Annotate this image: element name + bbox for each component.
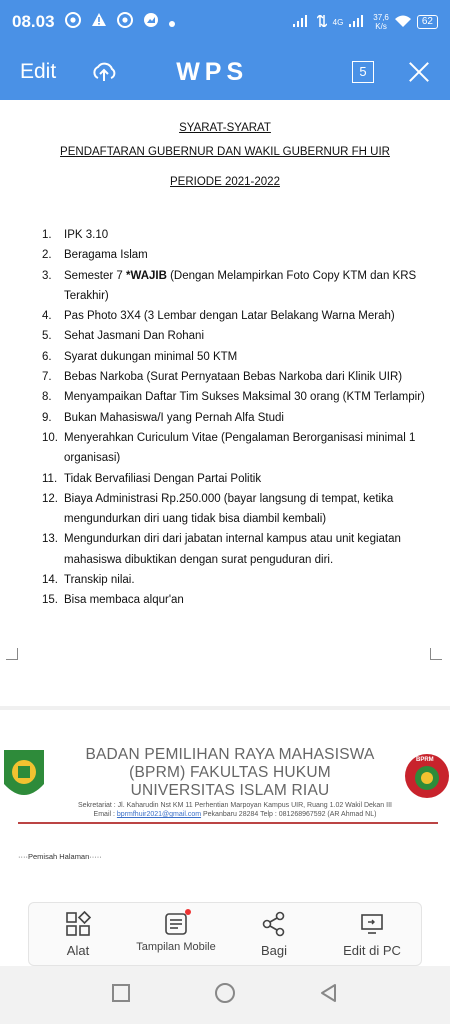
requirement-item xyxy=(42,570,432,590)
mobile-view-label: Tampilan Mobile xyxy=(136,941,216,953)
grid-icon xyxy=(65,911,91,937)
requirement-text: Menyerahkan Curiculum Vitae (Pengalaman Berorganisasi minimal 1 organisasi) xyxy=(64,431,416,465)
wifi-icon xyxy=(395,15,411,30)
share-icon xyxy=(261,911,287,937)
requirement-item xyxy=(42,367,432,387)
requirement-number: 11. xyxy=(42,472,58,485)
requirement-item xyxy=(42,326,432,346)
data-arrows-icon xyxy=(317,15,327,30)
wps-logo: WPS xyxy=(176,57,249,86)
requirement-text: Bukan Mahasiswa/I yang Pernah Alfa Studi xyxy=(64,411,284,424)
back-button-icon[interactable] xyxy=(319,983,339,1008)
bottom-action-panel xyxy=(28,902,422,966)
more-notifications-dot xyxy=(169,14,175,31)
letterhead-contact xyxy=(40,811,430,818)
requirement-text: Tidak Bervafiliasi Dengan Partai Politik xyxy=(64,472,262,485)
requirement-number: 5. xyxy=(42,330,52,343)
chrome-icon-2 xyxy=(117,12,133,32)
requirement-item xyxy=(42,347,432,367)
requirement-item xyxy=(42,387,432,407)
letterhead xyxy=(0,740,450,830)
requirement-number: 4. xyxy=(42,310,52,323)
signal-icon xyxy=(293,15,311,30)
document-page xyxy=(0,100,450,690)
requirement-item xyxy=(42,225,432,245)
page-separator xyxy=(0,706,450,710)
page-break-marker: ····Pemisah Halaman····· xyxy=(18,852,102,861)
requirement-item xyxy=(42,408,432,428)
recents-button-icon[interactable] xyxy=(111,983,131,1008)
app-toolbar xyxy=(0,44,450,100)
letterhead-address: Sekretariat : Jl. Kaharudin Nst KM 11 Perhentian Marpoyan Kampus UIR, Ruang 1.02 Wakil Dekan III xyxy=(78,802,392,809)
fh-uir-logo xyxy=(0,746,48,806)
requirement-text: Bisa membaca alqur'an xyxy=(64,594,184,607)
requirement-text: Bebas Narkoba (Surat Pernyataan Bebas Narkoba dari Klinik UIR) xyxy=(64,371,403,384)
requirement-number: 10. xyxy=(42,431,58,444)
requirement-item xyxy=(42,590,432,610)
requirement-item xyxy=(42,306,432,326)
page-count-button[interactable]: 5 xyxy=(352,61,374,83)
cloud-upload-icon[interactable] xyxy=(90,58,118,86)
system-nav-bar xyxy=(0,966,450,1024)
email-label: Email : xyxy=(93,811,115,818)
requirement-number: 14. xyxy=(42,574,58,587)
requirement-text: Beragama Islam xyxy=(64,249,148,262)
doc-title-1: SYARAT-SYARAT xyxy=(179,122,271,134)
requirement-item xyxy=(42,245,432,265)
requirement-text: IPK 3.10 xyxy=(64,229,109,241)
requirement-item xyxy=(42,489,432,530)
page-corner-right xyxy=(430,648,442,660)
requirement-text: Transkip nilai. xyxy=(64,574,135,587)
requirement-item xyxy=(42,266,432,307)
edit-on-pc-label: Edit di PC xyxy=(343,943,401,958)
requirement-number: 9. xyxy=(42,411,52,424)
home-button-icon[interactable] xyxy=(214,982,236,1009)
notification-icons xyxy=(65,12,175,32)
requirement-number: 15. xyxy=(42,594,58,607)
requirement-text: Semester 7 *WAJIB (Dengan Melampirkan Foto Copy KTM dan KRS Terakhir) xyxy=(64,269,417,302)
requirement-number: 3. xyxy=(42,269,52,282)
requirement-text: Menyampaikan Daftar Tim Sukses Maksimal 30 orang (KTM Terlampir) xyxy=(64,391,425,404)
status-time: 08.03 xyxy=(12,12,55,31)
requirement-text: Mengundurkan diri dari jabatan internal kampus atau unit kegiatan mahasiswa dibuktikan dengan surat penguduran diri. xyxy=(64,533,401,566)
page-corner-left xyxy=(6,648,18,660)
signal-icon-2 xyxy=(349,15,367,30)
tools-label: Alat xyxy=(66,943,90,958)
requirement-number: 7. xyxy=(42,371,52,384)
status-bar xyxy=(0,0,450,44)
bprm-badge-text: BPRM xyxy=(416,757,434,763)
warning-icon xyxy=(91,12,107,32)
edit-button[interactable]: Edit xyxy=(20,60,57,83)
requirement-number: 1. xyxy=(42,229,52,241)
mobile-view-icon xyxy=(163,911,189,937)
page-break-label: Pemisah Halaman xyxy=(28,852,90,861)
share-label: Bagi xyxy=(260,943,288,958)
contact-info: Pekanbaru 28284 Telp : 081268967592 (AR Ahmad NL) xyxy=(203,811,377,818)
network-speed: 37,6 K/s xyxy=(373,13,389,31)
requirement-item xyxy=(42,428,432,469)
battery-level: 62 xyxy=(417,15,438,29)
doc-title-3: PERIODE 2021-2022 xyxy=(170,176,280,188)
close-icon[interactable] xyxy=(408,61,430,83)
bprm-logo xyxy=(404,744,450,808)
status-right xyxy=(293,13,438,31)
network-type: 4G xyxy=(332,17,344,27)
requirement-number: 6. xyxy=(42,350,52,363)
doc-title-2: PENDAFTARAN GUBERNUR DAN WAKIL GUBERNUR FH UIR xyxy=(60,146,390,158)
requirement-text: Biaya Administrasi Rp.250.000 (bayar langsung di tempat, ketika mengundurkan diri uang tidak bisa diambil kembali) xyxy=(64,492,394,526)
requirement-text: Sehat Jasmani Dan Rohani xyxy=(64,330,204,343)
gallery-icon xyxy=(143,12,159,32)
requirement-item xyxy=(42,529,432,570)
letterhead-rule xyxy=(18,822,438,824)
requirement-item xyxy=(42,469,432,489)
share-button[interactable] xyxy=(225,903,323,965)
requirement-number: 12. xyxy=(42,492,58,505)
requirement-text: Pas Photo 3X4 (3 Lembar dengan Latar Belakang Warna Merah) xyxy=(64,310,395,323)
monitor-icon xyxy=(359,911,385,937)
chrome-icon xyxy=(65,12,81,32)
email-link[interactable]: bprmfhuir2021@gmail.com xyxy=(116,811,202,818)
requirement-number: 8. xyxy=(42,391,52,404)
mobile-view-button[interactable] xyxy=(127,903,225,965)
letterhead-line-2: (BPRM) FAKULTAS HUKUM xyxy=(129,764,331,781)
requirement-number: 2. xyxy=(42,249,52,262)
requirement-text: Syarat dukungan minimal 50 KTM xyxy=(64,350,238,363)
tools-button[interactable] xyxy=(29,903,127,965)
requirements-list xyxy=(42,225,432,611)
letterhead-line-1: BADAN PEMILIHAN RAYA MAHASISWA xyxy=(85,746,375,763)
requirement-number: 13. xyxy=(42,533,58,546)
notification-dot xyxy=(185,909,191,915)
edit-on-pc-button[interactable] xyxy=(323,903,421,965)
letterhead-line-3: UNIVERSITAS ISLAM RIAU xyxy=(130,782,330,799)
